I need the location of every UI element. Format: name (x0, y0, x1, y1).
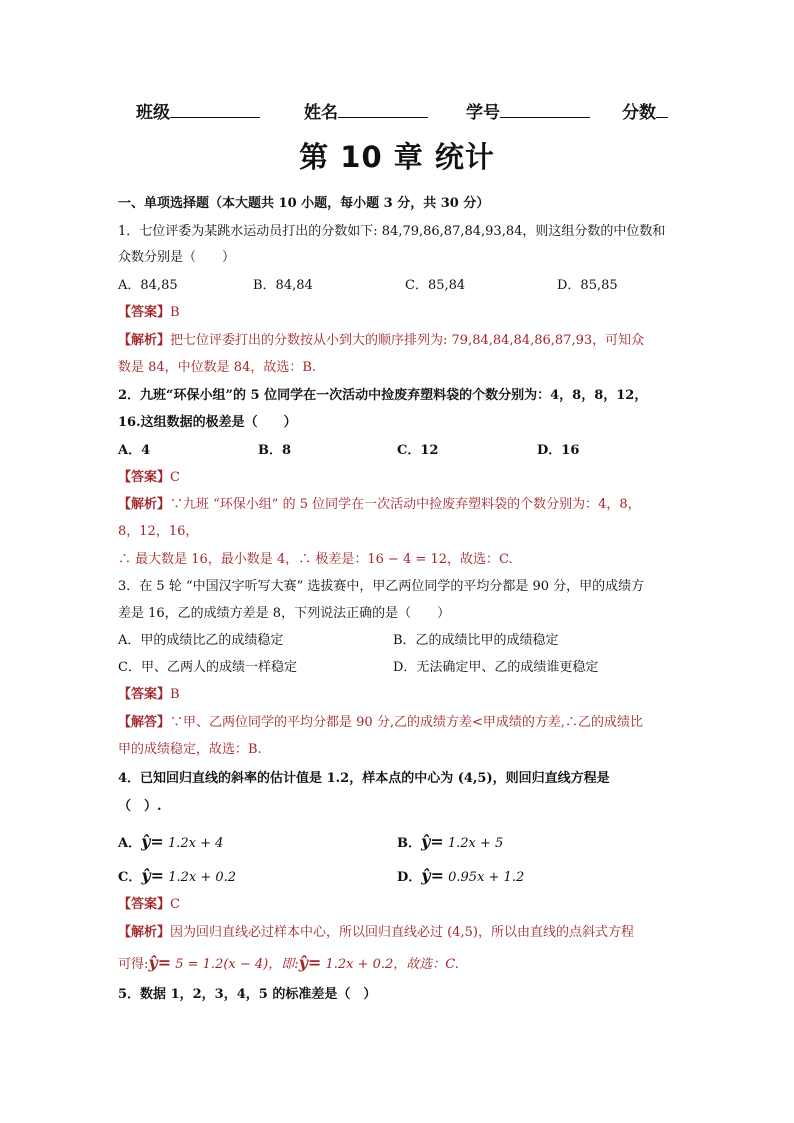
q5-stem-line1: 5．数据 1，2，3，4，5 的标准差是（ ） (118, 987, 377, 1002)
name-blank[interactable] (338, 101, 428, 118)
q3-analysis-line1 (118, 716, 643, 729)
q2-stem-line1: 2．九班“环保小组”的 5 位同学在一次活动中捡废弃塑料袋的个数分别为：4，8，8，12， (118, 388, 648, 403)
q2-answer (118, 471, 180, 484)
q4-analysis-line2 (118, 955, 459, 971)
class-label: 班级 (136, 103, 170, 123)
y-hat-icon: ŷ= (421, 866, 444, 885)
q4-answer-value: C (170, 897, 180, 912)
q1-stem-line2: 众数分别是（ ） (118, 250, 236, 265)
q4-option-a (118, 834, 223, 850)
q4-stem-line1: 4．已知回归直线的斜率的估计值是 1.2，样本点的中心为 (4,5)，则回归直线方程是 (118, 771, 610, 786)
q3-stem-line2: 差是 16，乙的成绩方差是 8，下列说法正确的是（ ） (118, 606, 451, 621)
q4-option-d-label: D． (397, 870, 422, 885)
q1-analysis-text1: 把七位评委打出的分数按从小到大的顺序排列为: 79,84,84,84,86,87,93，可知众 (170, 333, 645, 348)
score-label: 分数 (622, 103, 656, 123)
q2-analysis-line1 (118, 498, 641, 511)
q1-answer-value: B (170, 305, 180, 320)
section-heading: 一、单项选择题（本大题共 10 小题，每小题 3 分，共 30 分） (118, 196, 490, 211)
q4-option-a-label: A． (118, 836, 142, 851)
page-title: 第 10 章 统计 (299, 140, 495, 174)
q3-option-d: D．无法确定甲、乙的成绩谁更稳定 (393, 660, 599, 675)
class-field (136, 98, 260, 123)
q2-option-a: A．4 (118, 443, 151, 458)
score-blank[interactable] (656, 101, 668, 118)
q3-analysis-tag: 【解答】 (118, 715, 171, 730)
q1-option-a: A．84,85 (118, 278, 178, 293)
q1-analysis-line2: 数是 84，中位数是 84，故选：B. (118, 360, 317, 375)
q1-analysis-line1 (118, 334, 644, 347)
q2-option-c: C．12 (397, 443, 439, 458)
q3-stem-line1: 3．在 5 轮 “中国汉字听写大赛” 选拔赛中，甲乙两位同学的平均分都是 90 分，甲的成绩方 (118, 579, 645, 594)
q1-option-d: D．85,85 (557, 278, 618, 293)
q1-option-c: C．85,84 (405, 278, 466, 293)
q2-analysis-line2: 8，12，16， (118, 524, 199, 539)
q2-analysis-text1: ∵九班 “环保小组” 的 5 位同学在一次活动中捡废弃塑料袋的个数分别为：4，8， (170, 497, 641, 512)
q4-option-b (397, 834, 503, 850)
q3-option-c: C．甲、乙两人的成绩一样稳定 (118, 660, 297, 675)
q3-answer-tag: 【答案】 (118, 687, 171, 702)
q4-option-c-label: C． (118, 870, 142, 885)
student-info-row (0, 98, 794, 122)
q4-answer-tag: 【答案】 (118, 897, 171, 912)
q2-analysis-tag: 【解析】 (118, 497, 171, 512)
q4-option-d (397, 868, 524, 884)
y-hat-icon: ŷ= (298, 953, 322, 972)
y-hat-icon: ŷ= (148, 953, 172, 972)
q3-answer-value: B (170, 687, 180, 702)
score-field (622, 98, 668, 123)
q3-option-b: B．乙的成绩比甲的成绩稳定 (393, 633, 559, 648)
q4-option-b-text: 1.2x + 5 (447, 836, 504, 851)
q2-analysis-line3: ∴ 最大数是 16，最小数是 4，∴ 极差是：16 − 4 = 12，故选：C. (118, 552, 513, 567)
q3-option-a: A．甲的成绩比乙的成绩稳定 (118, 633, 284, 648)
q2-stem-line2: 16.这组数据的极差是（ ） (118, 415, 297, 430)
student-id-label: 学号 (466, 103, 500, 123)
q4-option-d-text: 0.95x + 1.2 (448, 870, 525, 885)
q1-answer (118, 306, 180, 319)
student-id-field (466, 98, 590, 123)
q3-analysis-text1: ∵甲、乙两位同学的平均分都是 90 分,乙的成绩方差<甲成绩的方差,∴乙的成绩比 (170, 715, 643, 730)
q4-option-c-text: 1.2x + 0.2 (168, 870, 237, 885)
q4-stem-line2: （ ）. (118, 799, 162, 814)
name-label: 姓名 (304, 103, 338, 123)
q3-analysis-line2: 甲的成绩稳定，故选：B. (118, 742, 262, 757)
q1-answer-tag: 【答案】 (118, 305, 171, 320)
q4-analysis-tag: 【解析】 (118, 925, 171, 940)
q4-option-b-label: B． (397, 836, 421, 851)
q2-option-d: D．16 (537, 443, 580, 458)
y-hat-icon: ŷ= (141, 832, 164, 851)
name-field (304, 98, 428, 123)
q4-option-a-text: 1.2x + 4 (167, 836, 224, 851)
q2-answer-tag: 【答案】 (118, 470, 171, 485)
q4-analysis-text2c: 1.2x + 0.2，故选：C. (325, 957, 459, 972)
q4-analysis-text2a: 可得: (118, 957, 149, 972)
class-blank[interactable] (170, 101, 260, 118)
q3-answer (118, 688, 180, 701)
q4-analysis-line1 (118, 926, 634, 939)
y-hat-icon: ŷ= (421, 832, 444, 851)
q4-option-c (118, 868, 236, 884)
q4-analysis-text2b: 5 = 1.2(x − 4)，即: (175, 957, 299, 972)
student-id-blank[interactable] (500, 101, 590, 118)
q1-stem-line1: 1．七位评委为某跳水运动员打出的分数如下: 84,79,86,87,84,93,84，则这组分数的中位数和 (118, 224, 666, 239)
q2-option-b: B．8 (258, 443, 292, 458)
y-hat-icon: ŷ= (141, 866, 165, 885)
q4-answer (118, 898, 180, 911)
q4-analysis-text1: 因为回归直线必过样本中心，所以回归直线必过 (4,5)，所以由直线的点斜式方程 (170, 925, 634, 940)
q2-answer-value: C (170, 470, 180, 485)
q1-option-b: B．84,84 (253, 278, 313, 293)
q1-analysis-tag: 【解析】 (118, 333, 171, 348)
